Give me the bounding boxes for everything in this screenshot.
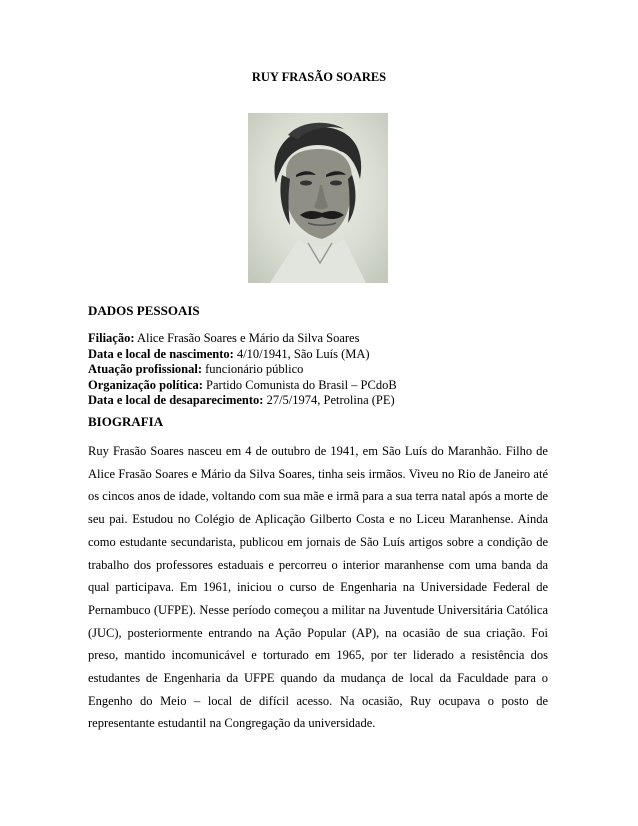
section-heading-personal: DADOS PESSOAIS bbox=[88, 303, 200, 318]
document-title: RUY FRASÃO SOARES bbox=[251, 70, 387, 84]
personal-row-nascimento: Data e local de nascimento: 4/10/1941, São Luís (MA) bbox=[88, 346, 370, 361]
personal-row-atuacao: Atuação profissional: funcionário público bbox=[88, 362, 304, 376]
personal-row-filiacao: Filiação: Alice Frasão Soares e Mário da Silva Soares bbox=[88, 331, 360, 345]
portrait-photo bbox=[248, 113, 388, 283]
biography-text: Ruy Frasão Soares nasceu em 4 de outubro de 1941, em São Luís do Maranhão. Filho de Alice Frasão Soares e Mário da Silva Soares, tinha seis irmãos. Viveu no Rio de Janeiro até os cincos anos de idade, voltando com sua mãe e irmã para a sua terra natal após a morte de seu pai. Estudou no Colégio de Aplicação Gilberto Costa e no Liceu Maranhense. Ainda como estudante secundarista, publicou em jornais de São Luís artigos sobre a condição de trabalho dos professores estaduais e percorreu o interior maranhense com uma banda da qual participava. Em 1961, iniciou o curso de Engenharia na Universidade Federal de Pernambuco (UFPE). Nesse período começou a militar na Juventude Universitária Católica (JUC), posteriormente entrando na Ação Popular (AP), na ocasião de sua criação. Foi preso, mantido incomunicável e torturado em 1965, por ter liderado a resistência dos estudantes de Engenharia da UFPE quando da mudança de local da Faculdade para o Engenho do Meio – local de difícil acesso. Na ocasião, Ruy ocupava o posto de representante estudantil na Congregação da universidade. bbox=[88, 444, 548, 731]
personal-data bbox=[88, 331, 558, 409]
section-heading-biography: BIOGRAFIA bbox=[88, 414, 164, 429]
personal-row-organizacao: Organização política: Partido Comunista do Brasil – PCdoB bbox=[88, 377, 397, 392]
personal-row-desaparecimento: Data e local de desaparecimento: 27/5/1974, Petrolina (PE) bbox=[88, 393, 395, 407]
